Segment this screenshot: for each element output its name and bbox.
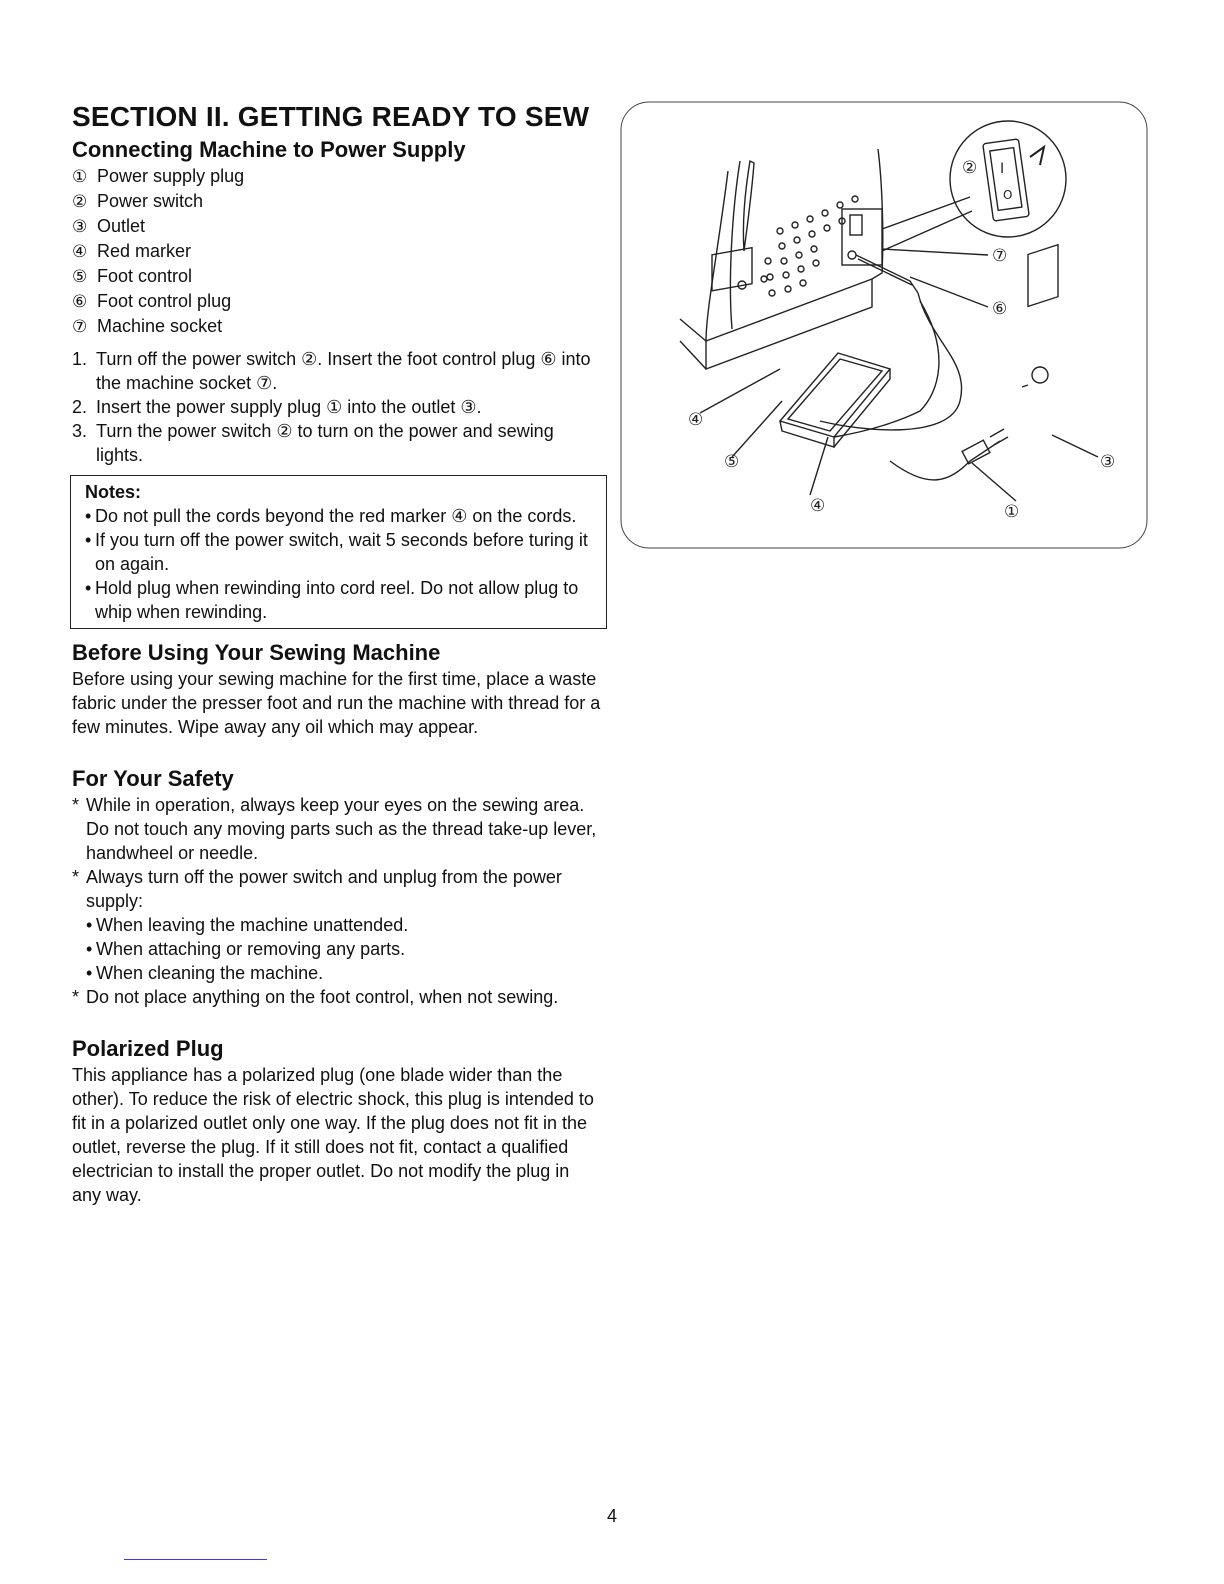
note-item: • Hold plug when rewinding into cord reel. Do not allow plug to whip when rewinding. (85, 578, 579, 622)
note-item: • If you turn off the power switch, wait 5 seconds before turing it on again. (85, 530, 588, 574)
safety-subitem: • When leaving the machine unattended. (86, 915, 409, 935)
figure-label-six: ⑥ (992, 299, 1008, 319)
polarized-text: This appliance has a polarized plug (one blade wider than the other). To reduce the risk of electric shock, this plug is intended to fit in a polarized outlet only one way. If the plug does not fit in the outlet, reverse the plug. If it still does not fit, contact a qualified electrician to install the proper outlet. Do not modify the plug in any way. (72, 1065, 594, 1205)
part-item: ⑤ Foot control (72, 266, 193, 286)
safety-item: * Always turn off the power switch and unplug from the power supply: (72, 867, 562, 911)
part-item: ⑥ Foot control plug (72, 291, 232, 311)
figure-label-seven: ⑦ (992, 246, 1008, 266)
page-number: 4 (606, 1506, 617, 1526)
steps-list (72, 347, 602, 467)
figure-label-two: ② (962, 158, 978, 178)
switch-on-mark: I (1000, 161, 1005, 177)
part-item: ③ Outlet (72, 216, 146, 236)
part-item: ② Power switch (72, 191, 204, 211)
safety-subitem: • When cleaning the machine. (86, 963, 324, 983)
figure-frame (621, 102, 1147, 548)
figure-label-five: ⑤ (724, 452, 740, 472)
step-item: 3. Turn the power switch ② to turn on the power and sewing lights. (72, 421, 554, 465)
notes-title: Notes: (85, 482, 142, 502)
figure-label-three: ③ (1100, 452, 1116, 472)
power-connection-illustration (620, 101, 1148, 549)
part-item: ⑦ Machine socket (72, 316, 223, 336)
vent-holes (761, 196, 858, 296)
notes-box (70, 475, 607, 629)
figure-label-four-left: ④ (688, 410, 704, 430)
part-item: ① Power supply plug (72, 166, 245, 186)
step-item: 1. Turn off the power switch ②. Insert the foot control plug ⑥ into the machine socket ⑦. (72, 349, 591, 393)
footer-rule (124, 1559, 267, 1560)
switch-off-mark: O (1003, 188, 1013, 202)
before-text: Before using your sewing machine for the first time, place a waste fabric under the presser foot and run the machine with thread for a few minutes. Wipe away any oil which may appear. (72, 669, 601, 737)
note-item: • Do not pull the cords beyond the red marker ④ on the cords. (85, 506, 577, 526)
safety-subitem: • When attaching or removing any parts. (86, 939, 406, 959)
safety-heading: For Your Safety (72, 766, 234, 791)
figure-label-one: ① (1004, 502, 1020, 522)
parts-list (72, 164, 602, 339)
connecting-heading: Connecting Machine to Power Supply (72, 137, 466, 162)
before-heading: Before Using Your Sewing Machine (72, 640, 441, 665)
power-cord (890, 441, 1000, 480)
step-item: 2. Insert the power supply plug ① into the outlet ③. (72, 397, 482, 417)
section-title: SECTION II. GETTING READY TO SEW (72, 101, 590, 132)
power-supply-plug (962, 440, 990, 464)
wall-outlet (1028, 245, 1058, 307)
part-item: ④ Red marker (72, 241, 192, 261)
safety-item: * Do not place anything on the foot control, when not sewing. (72, 987, 559, 1007)
safety-item: * While in operation, always keep your eyes on the sewing area. Do not touch any moving parts such as the thread take-up lever, handwheel or needle. (72, 795, 597, 863)
figure-label-four-bottom: ④ (810, 496, 826, 516)
left-column (72, 98, 602, 1207)
foot-control-cord (856, 255, 918, 293)
polarized-heading: Polarized Plug (72, 1036, 224, 1061)
